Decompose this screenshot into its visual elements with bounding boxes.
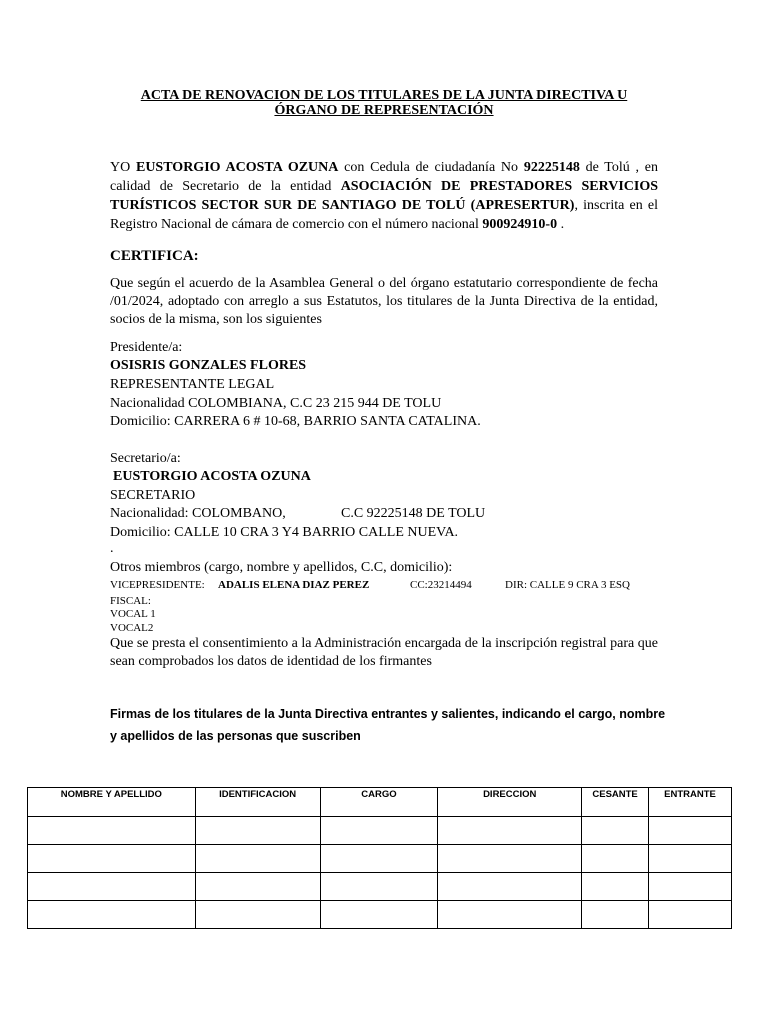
table-cell	[28, 817, 196, 845]
table-cell	[649, 901, 732, 929]
table-cell	[28, 873, 196, 901]
other-members-label: Otros miembros (cargo, nombre y apellidos, C.C, domicilio):	[110, 560, 453, 575]
vicepresident-address: DIR: CALLE 9 CRA 3 ESQ	[505, 579, 630, 591]
header-identificacion: IDENTIFICACION	[195, 788, 320, 817]
vocal1-label: VOCAL 1	[110, 608, 156, 620]
certifica-paragraph: Que según el acuerdo de la Asamblea General o del órgano estatutario correspondiente de fecha /01/2024, adoptado con arreglo a sus Estatutos, los titulares de la Junta Directiva de la entidad, socios de la misma, son los siguientes	[110, 276, 658, 327]
intro-text-2: de Tolú , en calidad de Secretario de la entidad	[110, 160, 659, 194]
vicepresident-label: VICEPRESIDENTE:	[110, 579, 205, 591]
secretary-label: Secretario/a:	[110, 451, 181, 466]
table-row	[28, 845, 732, 873]
table-cell	[438, 901, 582, 929]
header-nombre: NOMBRE Y APELLIDO	[28, 788, 196, 817]
secretary-name: EUSTORGIO ACOSTA OZUNA	[113, 469, 311, 484]
table-cell	[320, 873, 438, 901]
table-cell	[195, 817, 320, 845]
signatures-table	[27, 787, 732, 929]
declarant-name: EUSTORGIO ACOSTA OZUNA	[135, 160, 339, 175]
table-cell	[320, 845, 438, 873]
president-nationality: Nacionalidad COLOMBIANA, C.C 23 215 944 DE TOLU	[110, 396, 442, 411]
intro-text-1: con Cedula de ciudadanía No	[338, 160, 524, 175]
declarant-cedula: 92225148	[523, 160, 580, 175]
header-direccion: DIRECCION	[438, 788, 582, 817]
table-cell	[195, 901, 320, 929]
table-cell	[582, 901, 649, 929]
certifica-heading: CERTIFICA:	[110, 248, 199, 264]
vocal2-label: VOCAL2	[110, 622, 154, 634]
separator-dot: .	[110, 541, 114, 556]
table-cell	[649, 817, 732, 845]
document-title-line2: ÓRGANO DE REPRESENTACIÓN	[274, 103, 494, 118]
table-cell	[320, 901, 438, 929]
secretary-cedula: C.C 92225148 DE TOLU	[341, 506, 486, 521]
secretary-role: SECRETARIO	[110, 488, 196, 503]
table-cell	[438, 845, 582, 873]
intro-text-3: , inscrita en el Registro Nacional de cámara de comercio con el número nacional	[110, 198, 658, 232]
intro-paragraph	[110, 158, 658, 234]
entity-name: ASOCIACIÓN DE PRESTADORES SERVICIOS TURÍSTICOS SECTOR SUR DE SANTIAGO DE TOLÚ (APRESERTUR)	[110, 179, 658, 213]
president-label: Presidente/a:	[110, 340, 183, 355]
header-cesante: CESANTE	[582, 788, 649, 817]
table-row	[28, 873, 732, 901]
table-cell	[649, 873, 732, 901]
vicepresident-cedula: CC:23214494	[410, 579, 472, 591]
table-cell	[582, 845, 649, 873]
president-address: Domicilio: CARRERA 6 # 10-68, BARRIO SANTA CATALINA.	[110, 414, 481, 429]
table-cell	[582, 817, 649, 845]
fiscal-label: FISCAL:	[110, 595, 151, 607]
table-cell	[195, 845, 320, 873]
table-row	[28, 817, 732, 845]
document-title-line1: ACTA DE RENOVACION DE LOS TITULARES DE LA JUNTA DIRECTIVA U	[140, 88, 628, 103]
table-row	[28, 901, 732, 929]
signatures-note: Firmas de los titulares de la Junta Directiva entrantes y salientes, indicando el cargo, nombre y apellidos de las personas que suscriben	[110, 707, 666, 743]
table-cell	[28, 901, 196, 929]
entity-registry-number: 900924910-0	[482, 217, 558, 232]
intro-yo: YO	[110, 160, 136, 175]
table-cell	[438, 817, 582, 845]
table-header-row	[28, 788, 732, 817]
table-cell	[438, 873, 582, 901]
table-cell	[649, 845, 732, 873]
intro-text-4: .	[557, 217, 565, 232]
header-cargo: CARGO	[320, 788, 438, 817]
table-cell	[28, 845, 196, 873]
secretary-address: Domicilio: CALLE 10 CRA 3 Y4 BARRIO CALLE NUEVA.	[110, 525, 459, 540]
table-cell	[320, 817, 438, 845]
table-cell	[582, 873, 649, 901]
vicepresident-name: ADALIS ELENA DIAZ PEREZ	[218, 579, 370, 591]
header-entrante: ENTRANTE	[649, 788, 732, 817]
consent-paragraph: Que se presta el consentimiento a la Administración encargada de la inscripción registral para que sean comprobados los datos de identidad de los firmantes	[110, 636, 658, 669]
secretary-nationality: Nacionalidad: COLOMBANO,	[110, 506, 286, 521]
president-name: OSISRIS GONZALES FLORES	[110, 358, 307, 373]
president-role: REPRESENTANTE LEGAL	[110, 377, 275, 392]
table-cell	[195, 873, 320, 901]
